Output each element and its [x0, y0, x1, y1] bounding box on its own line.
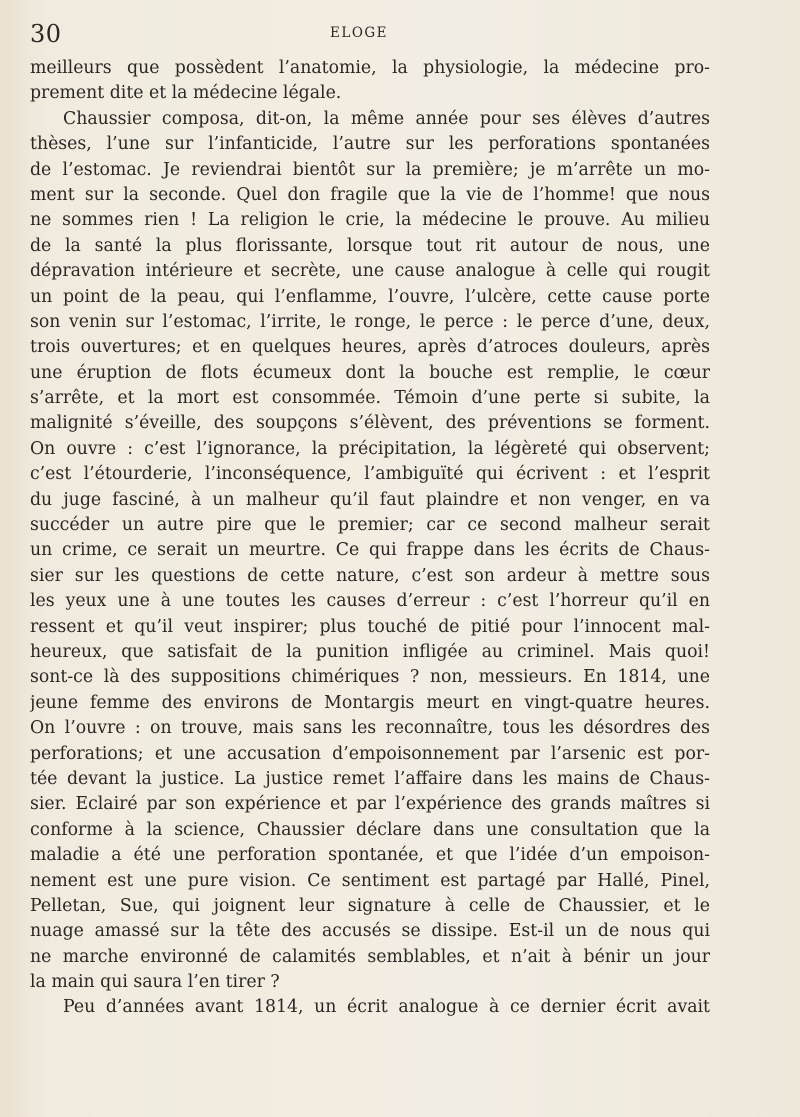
- text-line: perforations; et une accusation d’empoisonnement par l’arsenic est por-: [30, 743, 710, 764]
- text-line: de la santé la plus florissante, lorsque tout rit autour de nous, une: [30, 235, 710, 256]
- text-line: thèses, l’une sur l’infanticide, l’autre sur les perforations spontanées: [30, 134, 710, 155]
- text-line: c’est l’étourderie, l’inconséquence, l’ambiguïté qui écrivent : et l’esprit: [30, 464, 710, 485]
- text-line: ne marche environné de calamités semblables, et n’ait à bénir un jour: [30, 946, 710, 967]
- text-line: succéder un autre pire que le premier; car ce second malheur serait: [30, 515, 710, 536]
- text-line: sont-ce là des suppositions chimériques ? non, messieurs. En 1814, une: [30, 667, 710, 688]
- text-line: conforme à la science, Chaussier déclare dans une consultation que la: [30, 819, 710, 840]
- text-line: du juge fasciné, à un malheur qu’il faut plaindre et non venger, en va: [30, 489, 710, 510]
- text-line: de l’estomac. Je reviendrai bientôt sur la première; je m’arrête un mo-: [30, 159, 710, 180]
- text-line: On l’ouvre : on trouve, mais sans les reconnaître, tous les désordres des: [30, 718, 710, 739]
- text-line: meilleurs que possèdent l’anatomie, la physiologie, la médecine pro-: [30, 58, 710, 78]
- text-line: tée devant la justice. La justice remet l’affaire dans les mains de Chaus-: [30, 768, 710, 789]
- text-line: ment sur la seconde. Quel don fragile que la vie de l’homme! que nous: [30, 184, 710, 205]
- text-line: ressent et qu’il veut inspirer; plus touché de pitié pour l’innocent mal-: [30, 616, 710, 637]
- text-line: son venin sur l’estomac, l’irrite, le ronge, le perce : le perce d’une, deux,: [30, 311, 710, 332]
- text-line: jeune femme des environs de Montargis meurt en vingt-quatre heures.: [30, 692, 710, 713]
- text-line: un point de la peau, qui l’enflamme, l’ouvre, l’ulcère, cette cause porte: [30, 286, 710, 307]
- text-line: maladie a été une perforation spontanée, et que l’idée d’un empoison-: [30, 845, 710, 866]
- text-line: s’arrête, et la mort est consommée. Témoin d’une perte si subite, la: [30, 388, 710, 409]
- body-text: [30, 56, 710, 1021]
- text-line: trois ouvertures; et en quelques heures, après d’atroces douleurs, après: [30, 337, 710, 358]
- running-title: ELOGE: [330, 25, 389, 41]
- text-line: heureux, que satisfait de la punition infligée au criminel. Mais quoi!: [30, 641, 710, 662]
- text-line: On ouvre : c’est l’ignorance, la précipitation, la légèreté qui observent;: [30, 438, 710, 459]
- text-line: nuage amassé sur la tête des accusés se dissipe. Est-il un de nous qui: [30, 921, 710, 942]
- text-line: nement est une pure vision. Ce sentiment est partagé par Hallé, Pinel,: [30, 870, 710, 891]
- text-line: sier. Eclairé par son expérience et par l’expérience des grands maîtres si: [30, 794, 710, 815]
- text-line: Peu d’années avant 1814, un écrit analogue à ce dernier écrit avait: [63, 997, 710, 1018]
- text-line: prement dite et la médecine légale.: [30, 83, 342, 104]
- text-line: un crime, ce serait un meurtre. Ce qui frappe dans les écrits de Chaus-: [30, 540, 710, 561]
- text-line: ne sommes rien ! La religion le crie, la médecine le prouve. Au milieu: [30, 210, 710, 231]
- text-line: Chaussier composa, dit-on, la même année pour ses élèves d’autres: [63, 108, 710, 129]
- text-line: les yeux une à une toutes les causes d’erreur : c’est l’horreur qu’il en: [30, 591, 710, 612]
- text-line: dépravation intérieure et secrète, une cause analogue à celle qui rougit: [30, 261, 710, 282]
- text-line: sier sur les questions de cette nature, c’est son ardeur à mettre sous: [30, 565, 710, 586]
- text-line: malignité s’éveille, des soupçons s’élèvent, des préventions se forment.: [30, 413, 710, 434]
- text-line: Pelletan, Sue, qui joignent leur signature à celle de Chaussier, et le: [30, 895, 710, 916]
- page-header: [30, 18, 710, 52]
- text-line: une éruption de flots écumeux dont la bouche est remplie, le cœur: [30, 362, 710, 383]
- text-line: la main qui saura l’en tirer ?: [30, 972, 280, 993]
- page-number: 30: [30, 20, 62, 48]
